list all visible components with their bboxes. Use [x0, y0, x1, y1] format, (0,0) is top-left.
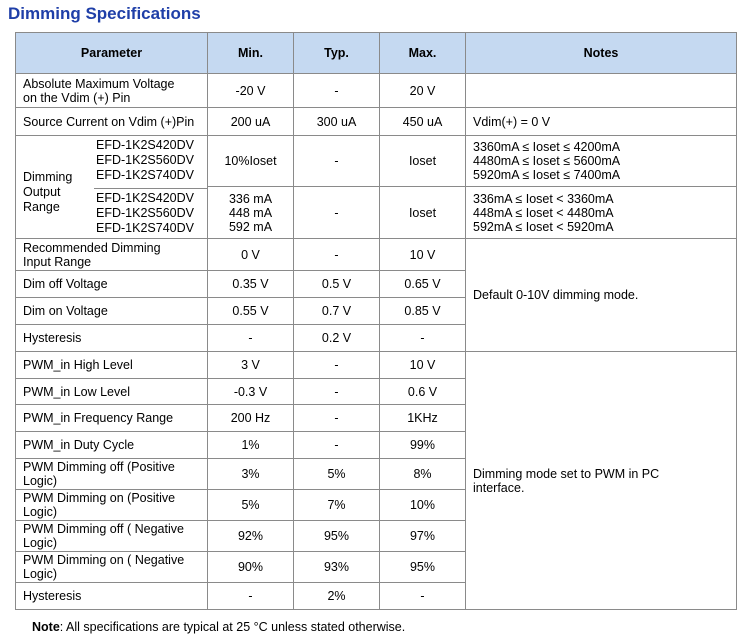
max-cell: 0.6 V	[380, 379, 466, 405]
min-cell: -	[208, 583, 294, 610]
min-cell: 3 V	[208, 352, 294, 379]
model-divider	[94, 188, 207, 189]
min-cell: 10%Ioset	[208, 136, 294, 187]
notes-cell: Vdim(+) = 0 V	[466, 108, 737, 136]
notes-cell	[466, 74, 737, 108]
typ-cell: 93%	[294, 552, 380, 583]
param-cell: PWM_in Low Level	[16, 379, 208, 405]
dimming-output-param-cell	[16, 136, 208, 239]
param-cell: PWM Dimming off ( Negative Logic)	[16, 521, 208, 552]
page-title: Dimming Specifications	[8, 4, 201, 23]
param-cell: Absolute Maximum Voltage on the Vdim (+) Pin	[16, 74, 208, 108]
max-cell: 10 V	[380, 239, 466, 271]
max-cell: 97%	[380, 521, 466, 552]
min-cell: 92%	[208, 521, 294, 552]
min-cell: -20 V	[208, 74, 294, 108]
header-typ: Typ.	[294, 33, 380, 74]
min-cell: 200 uA	[208, 108, 294, 136]
table-row	[16, 74, 737, 108]
table-row	[16, 108, 737, 136]
min-cell: -0.3 V	[208, 379, 294, 405]
notes-cell: 3360mA ≤ Ioset ≤ 4200mA 4480mA ≤ Ioset ≤ 5600mA 5920mA ≤ Ioset ≤ 7400mA	[466, 136, 737, 187]
max-cell: 10%	[380, 490, 466, 521]
header-row	[16, 33, 737, 74]
typ-cell: -	[294, 352, 380, 379]
min-cell: 0 V	[208, 239, 294, 271]
typ-cell: 2%	[294, 583, 380, 610]
typ-cell: 0.2 V	[294, 325, 380, 352]
param-cell: Source Current on Vdim (+)Pin	[16, 108, 208, 136]
header-notes: Notes	[466, 33, 737, 74]
param-cell: PWM Dimming off (Positive Logic)	[16, 459, 208, 490]
min-cell: 336 mA 448 mA 592 mA	[208, 187, 294, 239]
param-cell: Dim on Voltage	[16, 298, 208, 325]
notes-cell: 336mA ≤ Ioset < 3360mA 448mA ≤ Ioset < 4480mA 592mA ≤ Ioset < 5920mA	[466, 187, 737, 239]
min-cell: 5%	[208, 490, 294, 521]
typ-cell: -	[294, 432, 380, 459]
typ-cell: -	[294, 239, 380, 271]
max-cell: Ioset	[380, 187, 466, 239]
max-cell: -	[380, 325, 466, 352]
header-parameter: Parameter	[16, 33, 208, 74]
typ-cell: 300 uA	[294, 108, 380, 136]
param-cell: Dim off Voltage	[16, 271, 208, 298]
typ-cell: -	[294, 136, 380, 187]
footnote-label: Note	[32, 620, 60, 634]
typ-cell: -	[294, 187, 380, 239]
min-cell: 200 Hz	[208, 405, 294, 432]
max-cell: 20 V	[380, 74, 466, 108]
param-cell: PWM_in Duty Cycle	[16, 432, 208, 459]
dimming-spec-table	[15, 32, 737, 610]
param-cell: PWM Dimming on ( Negative Logic)	[16, 552, 208, 583]
header-max: Max.	[380, 33, 466, 74]
max-cell: 10 V	[380, 352, 466, 379]
typ-cell: -	[294, 74, 380, 108]
param-cell: Hysteresis	[16, 325, 208, 352]
max-cell: 1KHz	[380, 405, 466, 432]
pwm-dimming-note: Dimming mode set to PWM in PC interface.	[466, 352, 737, 610]
param-cell: Hysteresis	[16, 583, 208, 610]
header-min: Min.	[208, 33, 294, 74]
max-cell: Ioset	[380, 136, 466, 187]
param-cell: PWM_in High Level	[16, 352, 208, 379]
max-cell: 99%	[380, 432, 466, 459]
table-row	[16, 239, 737, 271]
table-row	[16, 352, 737, 379]
typ-cell: -	[294, 405, 380, 432]
min-cell: -	[208, 325, 294, 352]
footnote-text: : All specifications are typical at 25 °C unless stated otherwise.	[59, 620, 406, 634]
min-cell: 3%	[208, 459, 294, 490]
analog-dimming-note: Default 0-10V dimming mode.	[466, 239, 737, 352]
param-cell: PWM_in Frequency Range	[16, 405, 208, 432]
model-list-b: EFD-1K2S420DV EFD-1K2S560DV EFD-1K2S740DV	[96, 191, 194, 235]
min-cell: 0.55 V	[208, 298, 294, 325]
typ-cell: 5%	[294, 459, 380, 490]
typ-cell: 0.5 V	[294, 271, 380, 298]
footnote	[32, 620, 405, 634]
typ-cell: -	[294, 379, 380, 405]
dimming-output-label: Dimming Output Range	[23, 170, 73, 214]
typ-cell: 7%	[294, 490, 380, 521]
typ-cell: 0.7 V	[294, 298, 380, 325]
min-cell: 90%	[208, 552, 294, 583]
table-row	[16, 136, 737, 187]
max-cell: -	[380, 583, 466, 610]
min-cell: 1%	[208, 432, 294, 459]
param-cell: Recommended Dimming Input Range	[16, 239, 208, 271]
max-cell: 450 uA	[380, 108, 466, 136]
min-cell: 0.35 V	[208, 271, 294, 298]
typ-cell: 95%	[294, 521, 380, 552]
max-cell: 0.85 V	[380, 298, 466, 325]
param-cell: PWM Dimming on (Positive Logic)	[16, 490, 208, 521]
max-cell: 95%	[380, 552, 466, 583]
max-cell: 0.65 V	[380, 271, 466, 298]
model-list-a: EFD-1K2S420DV EFD-1K2S560DV EFD-1K2S740DV	[96, 138, 194, 182]
max-cell: 8%	[380, 459, 466, 490]
